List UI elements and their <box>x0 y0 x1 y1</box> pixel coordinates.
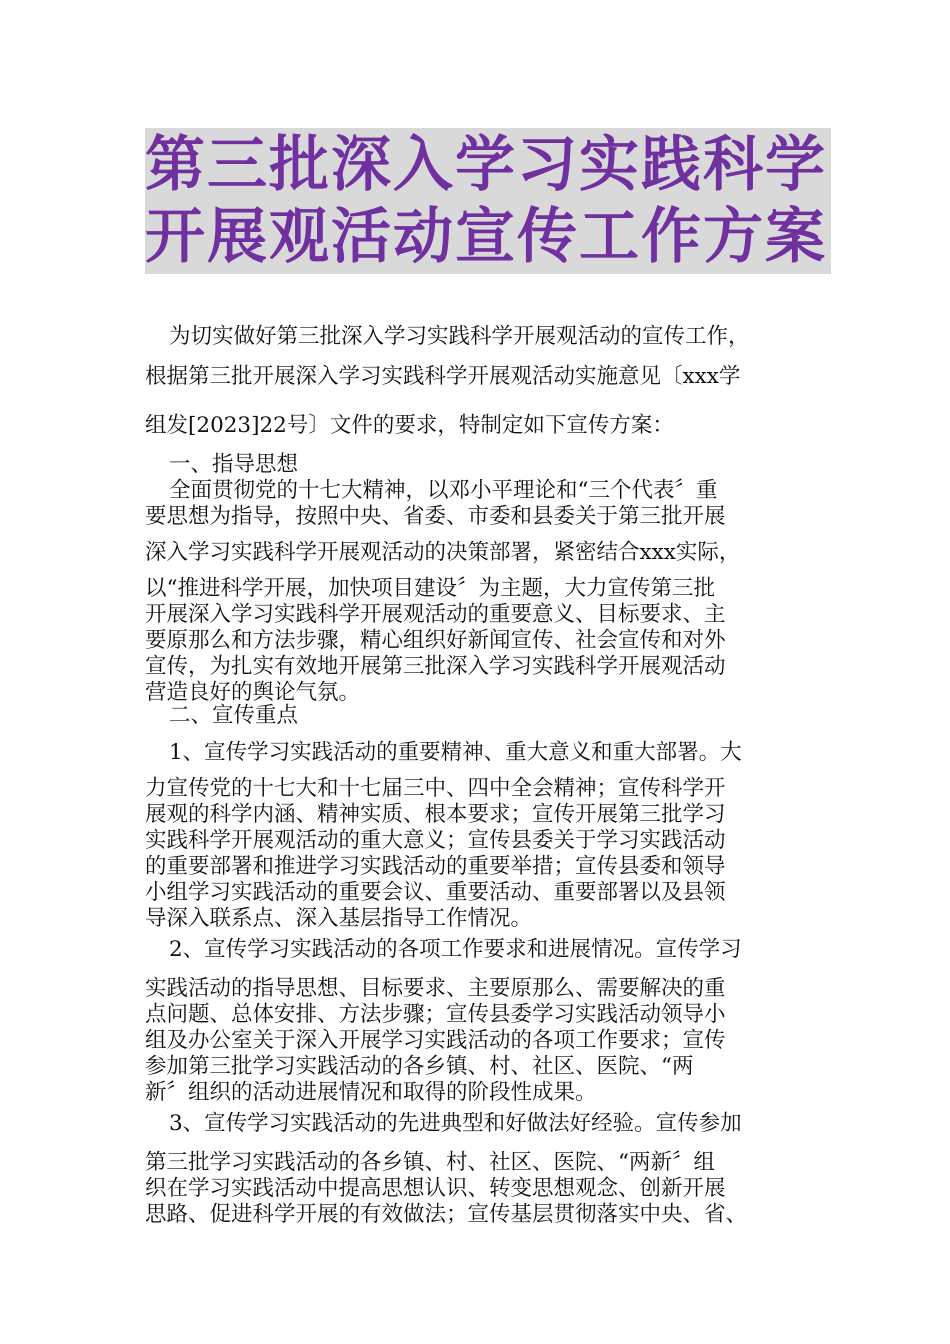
body-line: 织在学习实践活动中提高思想认识、转变思想观念、创新开展 <box>145 1176 726 1201</box>
body-line: 力宣传党的十七大和十七届三中、四中全会精神；宣传科学开 <box>145 776 726 801</box>
body-line: 1、宣传学习实践活动的重要精神、重大意义和重大部署。大 <box>169 740 742 765</box>
body-line: 宣传，为扎实有效地开展第三批深入学习实践科学开展观活动 <box>145 654 726 679</box>
body-line: 2、宣传学习实践活动的各项工作要求和进展情况。宣传学习 <box>169 937 742 962</box>
section-heading: 一、指导思想 <box>169 452 299 477</box>
body-line: 点问题、总体安排、方法步骤；宣传县委学习实践活动领导小 <box>145 1002 726 1027</box>
body-line: 为切实做好第三批深入学习实践科学开展观活动的宣传工作， <box>169 324 750 349</box>
body-line: 开展深入学习实践科学开展观活动的重要意义、目标要求、主 <box>145 602 726 627</box>
body-line: 组发[2023]22号〕文件的要求，特制定如下宣传方案： <box>145 413 674 438</box>
body-line: 实践科学开展观活动的重大意义；宣传县委关于学习实践活动 <box>145 828 726 853</box>
body-line: 组及办公室关于深入开展学习实践活动的各项工作要求；宣传 <box>145 1028 726 1053</box>
body-line: 新〞组织的活动进展情况和取得的阶段性成果。 <box>145 1080 597 1105</box>
body-line: 3、宣传学习实践活动的先进典型和好做法好经验。宣传参加 <box>169 1111 742 1136</box>
body-line: 第三批学习实践活动的各乡镇、村、社区、医院、“两新〞组 <box>145 1150 715 1175</box>
section-heading: 二、宣传重点 <box>169 703 299 728</box>
body-line: 导深入联系点、深入基层指导工作情况。 <box>145 906 533 931</box>
body-line: 展观的科学内涵、精神实质、根本要求；宣传开展第三批学习 <box>145 802 726 827</box>
body-line: 要思想为指导，按照中央、省委、市委和县委关于第三批开展 <box>145 504 726 529</box>
body-line: 要原那么和方法步骤，精心组织好新闻宣传、社会宣传和对外 <box>145 628 726 653</box>
body-line: 全面贯彻党的十七大精神，以邓小平理论和“三个代表〞重 <box>169 478 718 503</box>
body-line: 营造良好的舆论气氛。 <box>145 680 361 705</box>
body-line: 实践活动的指导思想、目标要求、主要原那么、需要解决的重 <box>145 976 726 1001</box>
body-line: 深入学习实践科学开展观活动的决策部署，紧密结合xxx实际， <box>145 540 741 565</box>
body-line: 以“推进科学开展，加快项目建设〞为主题，大力宣传第三批 <box>145 576 715 601</box>
body-line: 根据第三批开展深入学习实践科学开展观活动实施意见〔xxx学 <box>145 364 741 389</box>
body-line: 参加第三批学习实践活动的各乡镇、村、社区、医院、“两 <box>145 1054 694 1079</box>
title-line-2: 开展观活动宣传工作方案 <box>145 200 831 274</box>
body-line: 思路、促进科学开展的有效做法；宣传基层贯彻落实中央、省、 <box>145 1202 748 1227</box>
body-line: 的重要部署和推进学习实践活动的重要举措；宣传县委和领导 <box>145 854 726 879</box>
title-line-1: 第三批深入学习实践科学 <box>145 128 831 202</box>
body-line: 小组学习实践活动的重要会议、重要活动、重要部署以及县领 <box>145 880 726 905</box>
